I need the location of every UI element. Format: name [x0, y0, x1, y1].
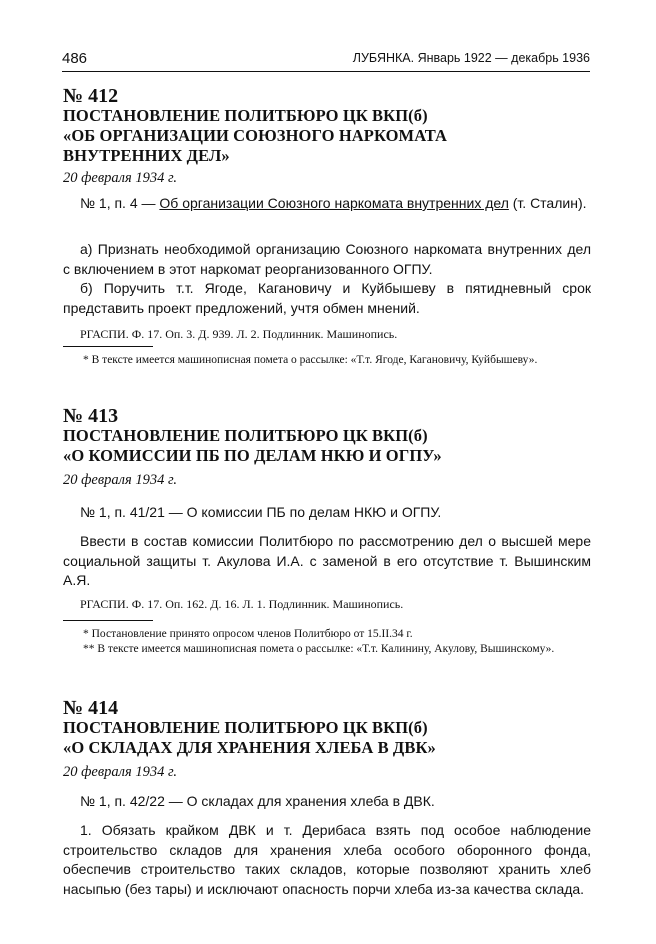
- doc-412-item-suffix: (т. Сталин).: [508, 195, 587, 211]
- running-header: [62, 50, 590, 72]
- doc-412-item: [63, 194, 591, 214]
- page-number: 486: [62, 50, 88, 67]
- doc-413-footnote-rule: [63, 620, 153, 621]
- doc-413-footnote-1: * Постановление принято опросом членов Политбюро от 15.II.34 г.: [83, 628, 413, 640]
- doc-412-paragraph-a: а) Признать необходимой организацию Союзного наркомата внутренних дел с включением в этот наркомат реорганизованного ОГПУ.: [63, 241, 591, 277]
- doc-413-footnote-2: ** В тексте имеется машинописная помета о рассылке: «Т.т. Калинину, Акулову, Вышинскому».: [83, 643, 555, 655]
- doc-412-number: № 412: [63, 85, 119, 107]
- doc-412-paragraph-b: б) Поручить т.т. Ягоде, Кагановичу и Куйбышеву в пятидневный срок представить проект предложений, учтя обмен мнений.: [63, 280, 591, 316]
- doc-412-footnote: * В тексте имеется машинописная помета о рассылке: «Т.т. Ягоде, Кагановичу, Куйбышеву».: [83, 354, 538, 366]
- doc-414-date: 20 февраля 1934 г.: [63, 764, 178, 780]
- doc-412-date: 20 февраля 1934 г.: [63, 170, 178, 186]
- doc-413-source: РГАСПИ. Ф. 17. Оп. 162. Д. 16. Л. 1. Подлинник. Машинопись.: [80, 597, 404, 611]
- doc-414-title-line: «О СКЛАДАХ ДЛЯ ХРАНЕНИЯ ХЛЕБА В ДВК»: [63, 738, 436, 757]
- running-title: ЛУБЯНКА. Январь 1922 — декабрь 1936: [352, 51, 590, 65]
- doc-413-item: № 1, п. 41/21 — О комиссии ПБ по делам НКЮ и ОГПУ.: [80, 504, 442, 520]
- doc-414-number: № 414: [63, 697, 119, 719]
- doc-414-item: № 1, п. 42/22 — О складах для хранения хлеба в ДВК.: [80, 793, 435, 809]
- doc-413-date: 20 февраля 1934 г.: [63, 472, 178, 488]
- doc-412-title-line: «ОБ ОРГАНИЗАЦИИ СОЮЗНОГО НАРКОМАТА: [63, 126, 448, 145]
- doc-413-title-line: ПОСТАНОВЛЕНИЕ ПОЛИТБЮРО ЦК ВКП(б): [63, 426, 428, 445]
- doc-412-title-line: ПОСТАНОВЛЕНИЕ ПОЛИТБЮРО ЦК ВКП(б): [63, 106, 428, 125]
- doc-412-title-line: ВНУТРЕННИХ ДЕЛ»: [63, 146, 230, 165]
- header-rule: [62, 71, 590, 72]
- doc-413-title-line: «О КОМИССИИ ПБ ПО ДЕЛАМ НКЮ И ОГПУ»: [63, 446, 442, 465]
- doc-412-item-prefix: № 1, п. 4 —: [80, 195, 160, 211]
- doc-413-number: № 413: [63, 405, 119, 427]
- doc-412-footnote-rule: [63, 346, 153, 347]
- doc-412-source: РГАСПИ. Ф. 17. Оп. 3. Д. 939. Л. 2. Подлинник. Машинопись.: [80, 327, 398, 341]
- doc-412-item-subject: Об организации Союзного наркомата внутренних дел: [159, 195, 509, 211]
- doc-413-paragraph: Ввести в состав комиссии Политбюро по рассмотрению дел о высшей мере социальной защиты т. Акулова И.А. с заменой в его отсутствие т. Вышинским А.Я.: [63, 533, 591, 588]
- doc-414-title-line: ПОСТАНОВЛЕНИЕ ПОЛИТБЮРО ЦК ВКП(б): [63, 718, 428, 737]
- doc-414-paragraph: 1. Обязать крайком ДВК и т. Дерибаса взять под особое наблюдение строительство складов для хранения хлеба особого оборонного фонда, обеспечив строительство таких складов, которые позволяют хранить хлеб насыпью (без тары) и исключают опасность порчи хлеба из-за качества склада.: [63, 822, 591, 897]
